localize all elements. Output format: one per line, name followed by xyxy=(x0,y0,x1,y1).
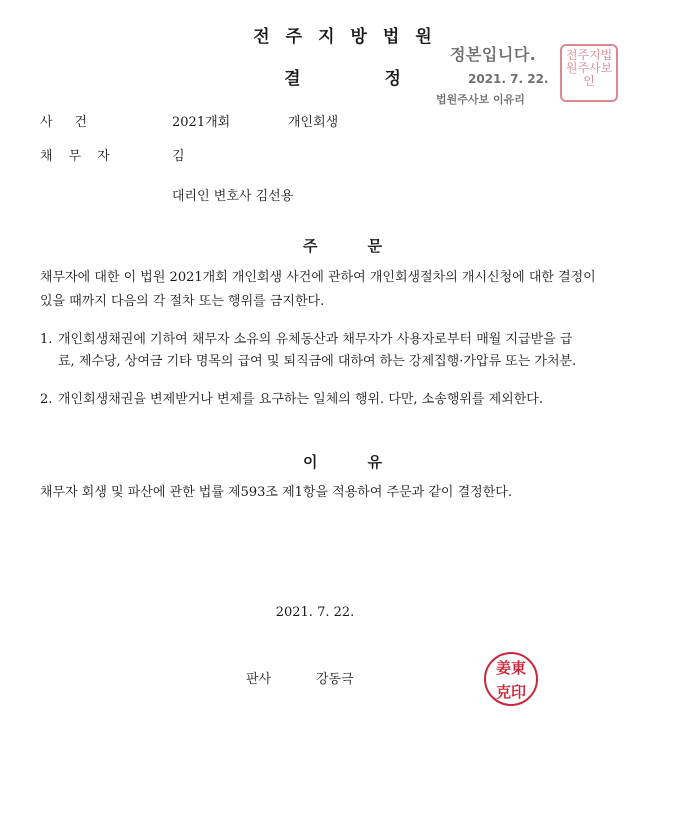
order-item xyxy=(40,329,600,373)
judge-name: 강동극 xyxy=(316,672,354,687)
order-item xyxy=(40,389,600,411)
court-official-seal: 전주지법원주사보인 xyxy=(560,44,618,102)
court-name: 전주지방법원 xyxy=(253,27,448,47)
order-item-text: 개인회생채권에 기하여 채무자 소유의 유체동산과 채무자가 사용자로부터 매월 지급받을 급료, 제수당, 상여금 기타 명목의 급여 및 퇴직금에 대하여 하는 강제집행·가압류 또는 가처분. xyxy=(58,332,577,369)
order-item-number: 1. xyxy=(40,332,53,347)
judge-seal: 姜東克印 xyxy=(484,652,538,706)
case-label: 사건 xyxy=(40,115,110,130)
case-number: 2021개회 xyxy=(172,115,231,130)
judge-title: 판사 xyxy=(246,672,272,687)
order-intro: 채무자에 대한 이 법원 2021개회 개인회생 사건에 관하여 개인회생절차의 개시신청에 대한 결정이 있을 때까지 다음의 각 절차 또는 행위를 금지한다. xyxy=(40,270,596,309)
case-name: 개인회생 xyxy=(288,115,339,130)
reason-heading: 이유 xyxy=(303,453,432,471)
debtor-agent: 대리인 변호사 김선용 xyxy=(172,189,294,204)
certification-stamp: 정본입니다. xyxy=(450,45,537,64)
order-item-text: 개인회생채권을 변제받거나 변제를 요구하는 일체의 행위. 다만, 소송행위를 제외한다. xyxy=(58,392,543,407)
order-item-number: 2. xyxy=(40,392,53,407)
document-type: 결정 xyxy=(284,69,485,89)
order-heading: 주문 xyxy=(303,237,432,255)
certification-officer: 법원주사보 이유리 xyxy=(436,93,525,106)
reason-text: 채무자 회생 및 파산에 관한 법률 제593조 제1항을 적용하여 주문과 같이 결정한다. xyxy=(40,485,512,500)
certification-date: 2021. 7. 22. xyxy=(468,72,549,86)
debtor-name: 김 xyxy=(172,149,185,164)
debtor-label: 채무자 xyxy=(40,149,126,164)
decision-date: 2021. 7. 22. xyxy=(275,605,355,620)
